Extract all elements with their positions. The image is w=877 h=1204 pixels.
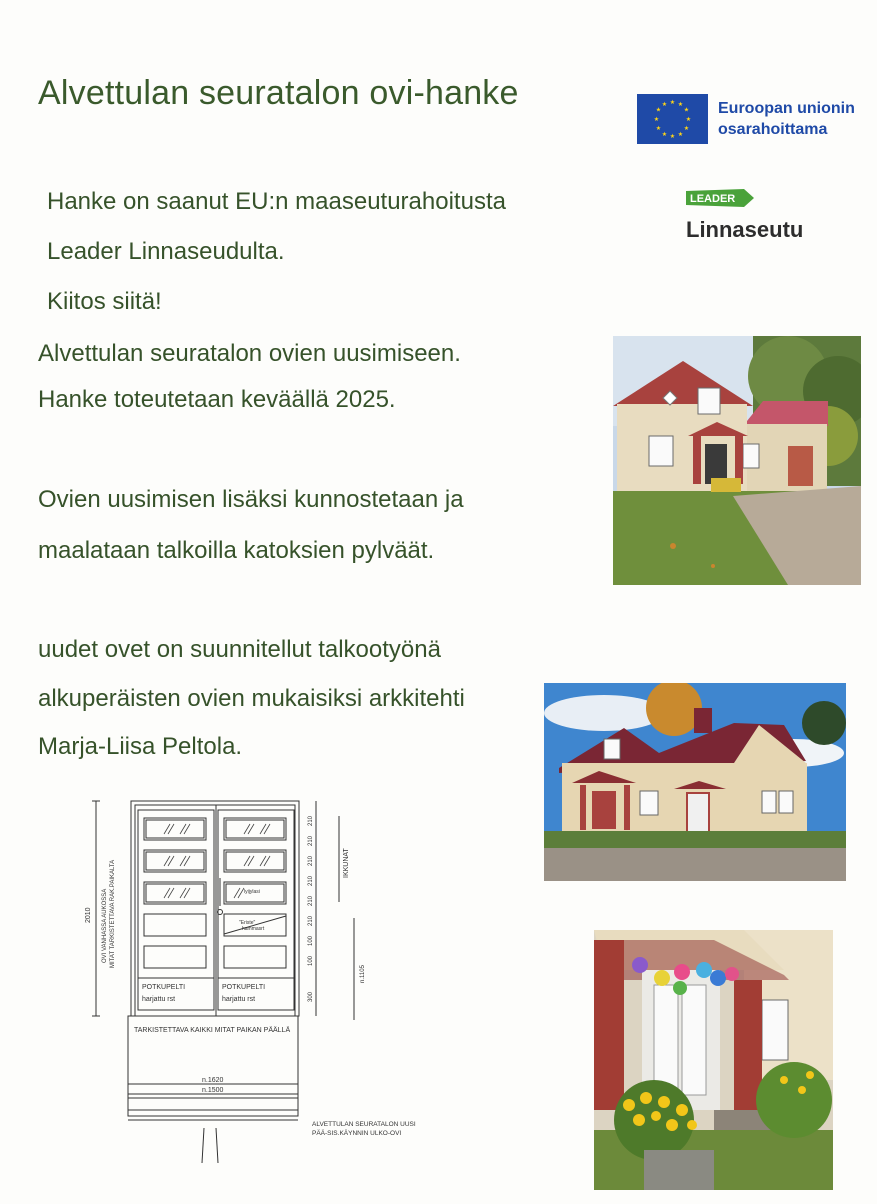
check-note: TARKISTETTAVA KAIKKI MITAT PAIKAN PÄÄLLÄ — [134, 1027, 291, 1034]
right-dim-3: 210 — [308, 855, 314, 866]
svg-text:★: ★ — [661, 101, 668, 108]
right-dim-5: 210 — [308, 895, 314, 906]
leader-badge-icon — [686, 189, 754, 207]
svg-text:★: ★ — [655, 106, 662, 114]
width-inner-label: n.1500 — [202, 1087, 224, 1094]
side-note-2: MITAT TARKISTETTAVA RAK.PAIKALTA — [110, 859, 116, 968]
svg-text:★: ★ — [653, 116, 660, 123]
right-dim-9: 300 — [308, 991, 314, 1002]
porch-photo — [594, 930, 833, 1190]
text-line-6: Ovien uusimisen lisäksi kunnostetaan ja — [38, 486, 464, 513]
text-line-2: Leader Linnaseudulta. — [47, 238, 285, 265]
text-line-4: Alvettulan seuratalon ovien uusimiseen. — [38, 340, 461, 367]
text-line-7: maalataan talkoilla katoksien pylväät. — [38, 537, 435, 564]
drawing-caption-1: ALVETTULAN SEURATALON UUSI — [312, 1121, 416, 1128]
linnaseutu-logo-text: Linnaseutu — [686, 217, 804, 242]
right-dim-7: 100 — [308, 935, 314, 946]
svg-text:★: ★ — [683, 125, 690, 132]
svg-text:★: ★ — [669, 133, 676, 140]
width-outer-label: n.1620 — [202, 1077, 224, 1084]
right-dim-6: 210 — [308, 915, 314, 926]
ikkunat-label: IKKUNAT — [343, 848, 350, 878]
right-dim-1: 210 — [308, 815, 314, 826]
glass-note-1: lyijylasi — [244, 889, 260, 895]
house-photo-front — [613, 336, 861, 585]
eu-logo-text — [718, 98, 855, 140]
text-line-9: alkuperäisten ovien mukaisiksi arkkitehti — [38, 685, 465, 712]
text-line-8: uudet ovet on suunnitellut talkootyönä — [38, 636, 441, 663]
door-drawing — [84, 788, 464, 1168]
svg-text:★: ★ — [669, 99, 676, 106]
kick-plate-left-finish: harjattu rst — [142, 996, 176, 1003]
text-line-1: Hanke on saanut EU:n maaseuturahoitusta — [47, 188, 506, 215]
glass-note-3: hammasrt — [242, 926, 265, 932]
glass-note-2: "Eriste" — [239, 920, 256, 926]
text-line-3: Kiitos siitä! — [47, 288, 162, 315]
right-dim-4: 210 — [308, 875, 314, 886]
right-dim-2: 210 — [308, 835, 314, 846]
eu-flag-icon — [637, 94, 708, 144]
text-line-10: Marja-Liisa Peltola. — [38, 733, 243, 760]
svg-text:★: ★ — [677, 131, 684, 138]
svg-text:★: ★ — [685, 116, 692, 123]
drawing-caption-2: PÄÄ-SIS.KÄYNNIN ULKO-OVI — [312, 1130, 402, 1137]
svg-text:★: ★ — [677, 101, 684, 108]
page-title: Alvettulan seuratalon ovi-hanke — [38, 74, 519, 112]
dim-height-label: 2010 — [85, 907, 92, 923]
eu-logo-line2: osarahoittama — [718, 121, 828, 138]
kick-plate-right-finish: harjattu rst — [222, 996, 256, 1003]
text-line-5: Hanke toteutetaan keväällä 2025. — [38, 386, 396, 413]
side-note-1: OVI VANHASSA AUKOSSA — [102, 888, 108, 963]
dim-lower-label: n.1105 — [360, 965, 366, 983]
house-photo-side — [544, 683, 846, 881]
leader-badge-text: LEADER — [690, 193, 736, 205]
eu-logo-line1: Euroopan unionin — [718, 100, 855, 117]
svg-text:★: ★ — [683, 106, 690, 114]
right-dim-8: 100 — [308, 955, 314, 966]
kick-plate-right-label: POTKUPELTI — [222, 984, 266, 991]
svg-text:★: ★ — [655, 125, 662, 132]
kick-plate-left-label: POTKUPELTI — [142, 984, 186, 991]
svg-text:★: ★ — [661, 131, 668, 138]
